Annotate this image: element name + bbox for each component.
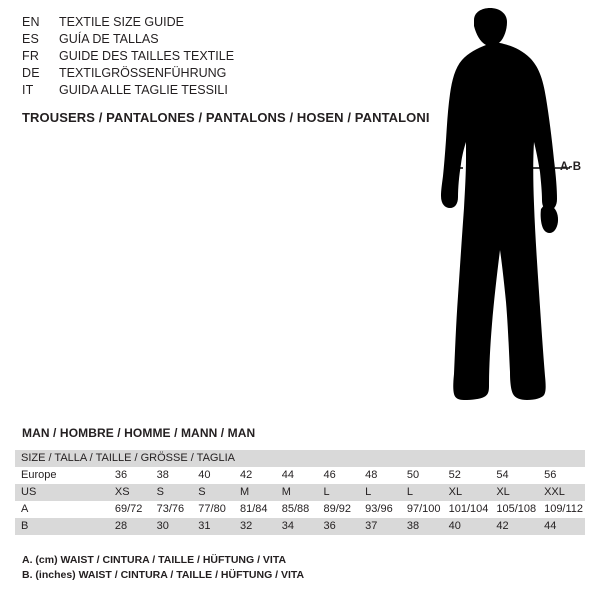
table-row [15,484,585,501]
table-cell: 56 [544,469,557,481]
table-cell: 105/108 [496,503,537,515]
table-cell: 77/80 [198,503,226,515]
table-cell: 101/104 [448,503,489,515]
table-cell: 42 [240,469,253,481]
table-cell: 93/96 [365,503,393,515]
table-row [15,518,585,535]
table-cell: 48 [365,469,378,481]
table-cell: S [198,486,206,498]
table-cell-label: B [21,520,29,532]
table-cell: L [323,486,330,498]
table-cell: 28 [114,520,128,532]
table-cell: XL [448,486,463,498]
figure-illustration [408,8,593,408]
table-cell: 44 [281,469,294,481]
page-title: TROUSERS / PANTALONES / PANTALONS / HOSEN / PANTALONI [22,110,430,125]
table-cell: 40 [448,520,461,532]
man-silhouette-icon [408,8,593,408]
table-cell: 30 [156,520,169,532]
table-cell: 89/92 [323,503,351,515]
language-row [22,48,402,65]
table-cell: 44 [544,520,557,532]
table-row-header [15,450,585,467]
table-cell: 32 [240,520,253,532]
table-cell: 37 [365,520,378,532]
table-cell: XS [114,486,130,498]
table-cell: XXL [544,486,565,498]
table-cell: M [240,486,250,498]
table-cell: 38 [156,469,169,481]
language-code: FR [22,49,40,63]
table-row [15,467,585,484]
table-cell: 42 [496,520,509,532]
table-cell-label: Europe [21,469,57,481]
table-cell: 52 [448,469,461,481]
language-row [22,82,402,99]
table-cell: 81/84 [240,503,268,515]
table-cell: 34 [281,520,294,532]
language-code: IT [22,83,34,97]
measure-label-ab: A-B [560,161,582,173]
language-title: GUIDA ALLE TAGLIE TESSILI [59,83,228,97]
table-row [15,501,585,518]
language-code: ES [22,32,40,46]
table-cell: 85/88 [281,503,310,515]
language-title: GUÍA DE TALLAS [59,32,159,46]
language-title: TEXTILE SIZE GUIDE [59,15,185,29]
footnotes [22,553,304,583]
language-code: DE [22,66,40,80]
language-row [22,65,402,82]
language-title: GUIDE DES TAILLES TEXTILE [59,49,235,63]
footnote-b: B. (inches) WAIST / CINTURA / TAILLE / HÜFTUNG / VITA [22,569,305,581]
size-table [15,450,585,535]
table-cell: 109/112 [544,503,584,515]
language-row [22,31,402,48]
language-header-block [22,14,402,99]
footnote-a: A. (cm) WAIST / CINTURA / TAILLE / HÜFTUNG / VITA [22,554,287,566]
table-cell: 38 [406,520,420,532]
table-cell: S [156,486,164,498]
language-code: EN [22,15,40,29]
table-cell-size-header: SIZE / TALLA / TAILLE / GRÖSSE / TAGLIA [21,452,235,464]
table-cell: 46 [323,469,336,481]
table-cell-label: US [21,486,37,498]
language-row [22,14,402,31]
table-cell: 54 [496,469,509,481]
table-cell: L [365,486,372,498]
table-cell: 97/100 [406,503,441,515]
table-cell: 36 [323,520,336,532]
table-title: MAN / HOMBRE / HOMME / MANN / MAN [22,426,256,440]
table-cell: 73/76 [156,503,185,515]
table-cell: 50 [406,469,420,481]
table-cell: XL [496,486,510,498]
language-title: TEXTILGRÖSSENFÜHRUNG [59,66,227,80]
table-cell: M [281,486,291,498]
table-cell: 31 [198,520,211,532]
table-cell: 40 [198,469,211,481]
table-cell: 36 [114,469,128,481]
table-cell: 69/72 [114,503,143,515]
table-cell: L [406,486,414,498]
table-cell-label: A [21,503,29,515]
